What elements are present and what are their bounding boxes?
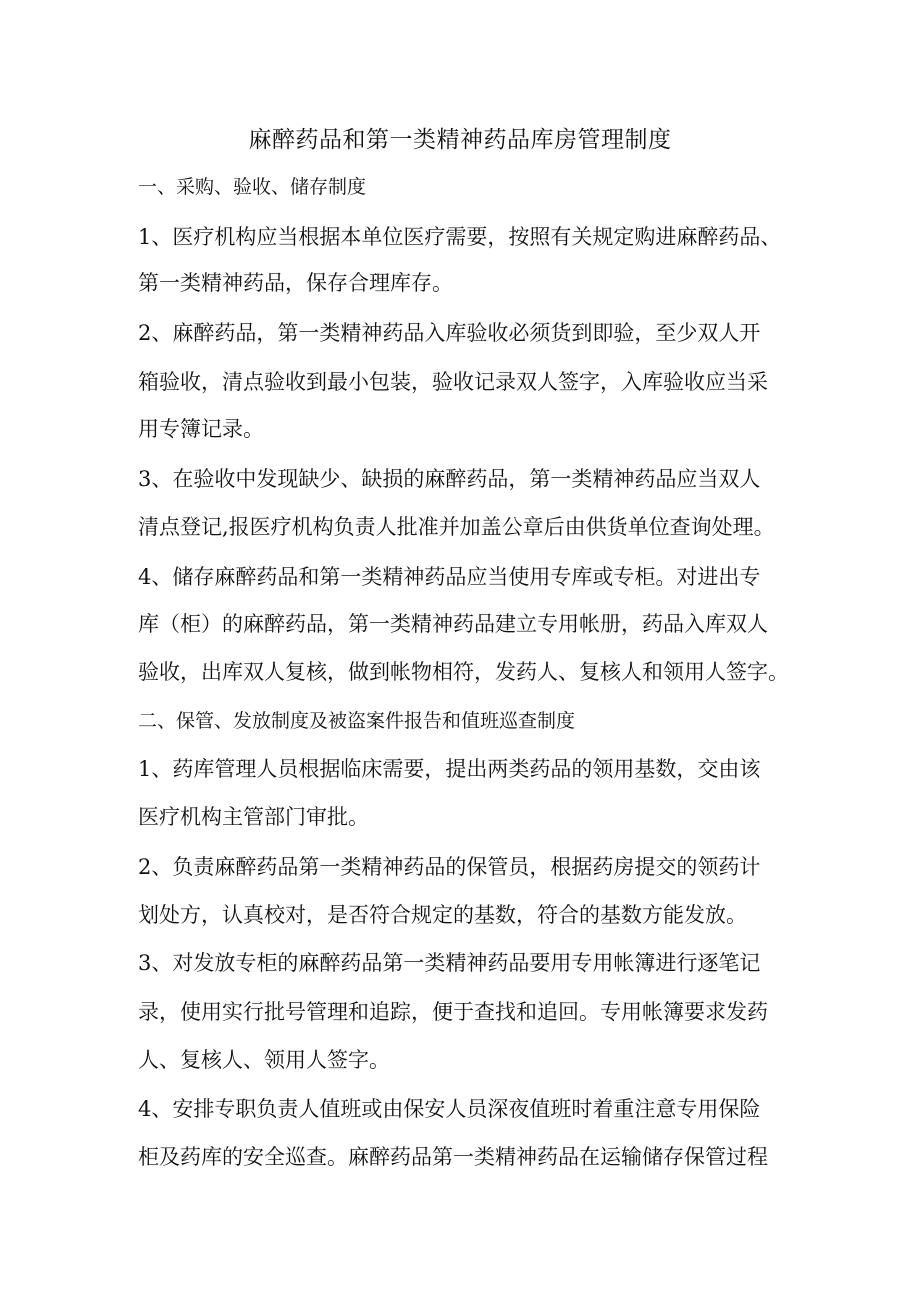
paragraph-line: 医疗机构主管部门审批。 [138, 805, 369, 829]
paragraph-line: 4、储存麻醉药品和第一类精神药品应当使用专库或专柜。对进出专 [138, 565, 761, 589]
paragraph-line: 1、药库管理人员根据临床需要，提出两类药品的领用基数，交由该 [138, 757, 761, 781]
paragraph-line: 人、复核人、领用人签字。 [138, 1048, 390, 1072]
section-2-heading: 二、保管、发放制度及被盗案件报告和值班巡查制度 [138, 710, 576, 732]
paragraph-line: 2、麻醉药品，第一类精神药品入库验收必须货到即验，至少双人开 [138, 321, 761, 345]
paragraph-line: 划处方，认真校对，是否符合规定的基数，符合的基数方能发放。 [138, 903, 747, 927]
paragraph-line: 1、医疗机构应当根据本单位医疗需要，按照有关规定购进麻醉药品、 [138, 225, 782, 249]
paragraph-line: 库（柜）的麻醉药品，第一类精神药品建立专用帐册，药品入库双人 [138, 612, 768, 636]
paragraph-line: 柜及药库的安全巡查。麻醉药品第一类精神药品在运输储存保管过程 [138, 1145, 768, 1169]
paragraph-line: 验收，出库双人复核，做到帐物相符，发药人、复核人和领用人签字。 [138, 660, 789, 684]
paragraph-line: 用专簿记录。 [138, 417, 264, 441]
paragraph-line: 第一类精神药品，保存合理库存。 [138, 271, 453, 295]
paragraph-line: 4、安排专职负责人值班或由保安人员深夜值班时着重注意专用保险 [138, 1097, 761, 1121]
paragraph-line: 3、在验收中发现缺少、缺损的麻醉药品，第一类精神药品应当双人 [138, 467, 761, 491]
paragraph-line: 2、负责麻醉药品第一类精神药品的保管员，根据药房提交的领药计 [138, 855, 761, 879]
paragraph-line: 3、对发放专柜的麻醉药品第一类精神药品要用专用帐簿进行逐笔记 [138, 951, 761, 975]
document-title: 麻醉药品和第一类精神药品库房管理制度 [248, 127, 672, 153]
section-1-heading: 一、采购、验收、储存制度 [138, 176, 367, 198]
paragraph-line: 录，使用实行批号管理和追踪，便于查找和追回。专用帐簿要求发药 [138, 1000, 768, 1024]
paragraph-line: 箱验收，清点验收到最小包装，验收记录双人签字，入库验收应当采 [138, 370, 768, 394]
paragraph-line: 清点登记,报医疗机构负责人批准并加盖公章后由供货单位查询处理。 [138, 515, 775, 539]
